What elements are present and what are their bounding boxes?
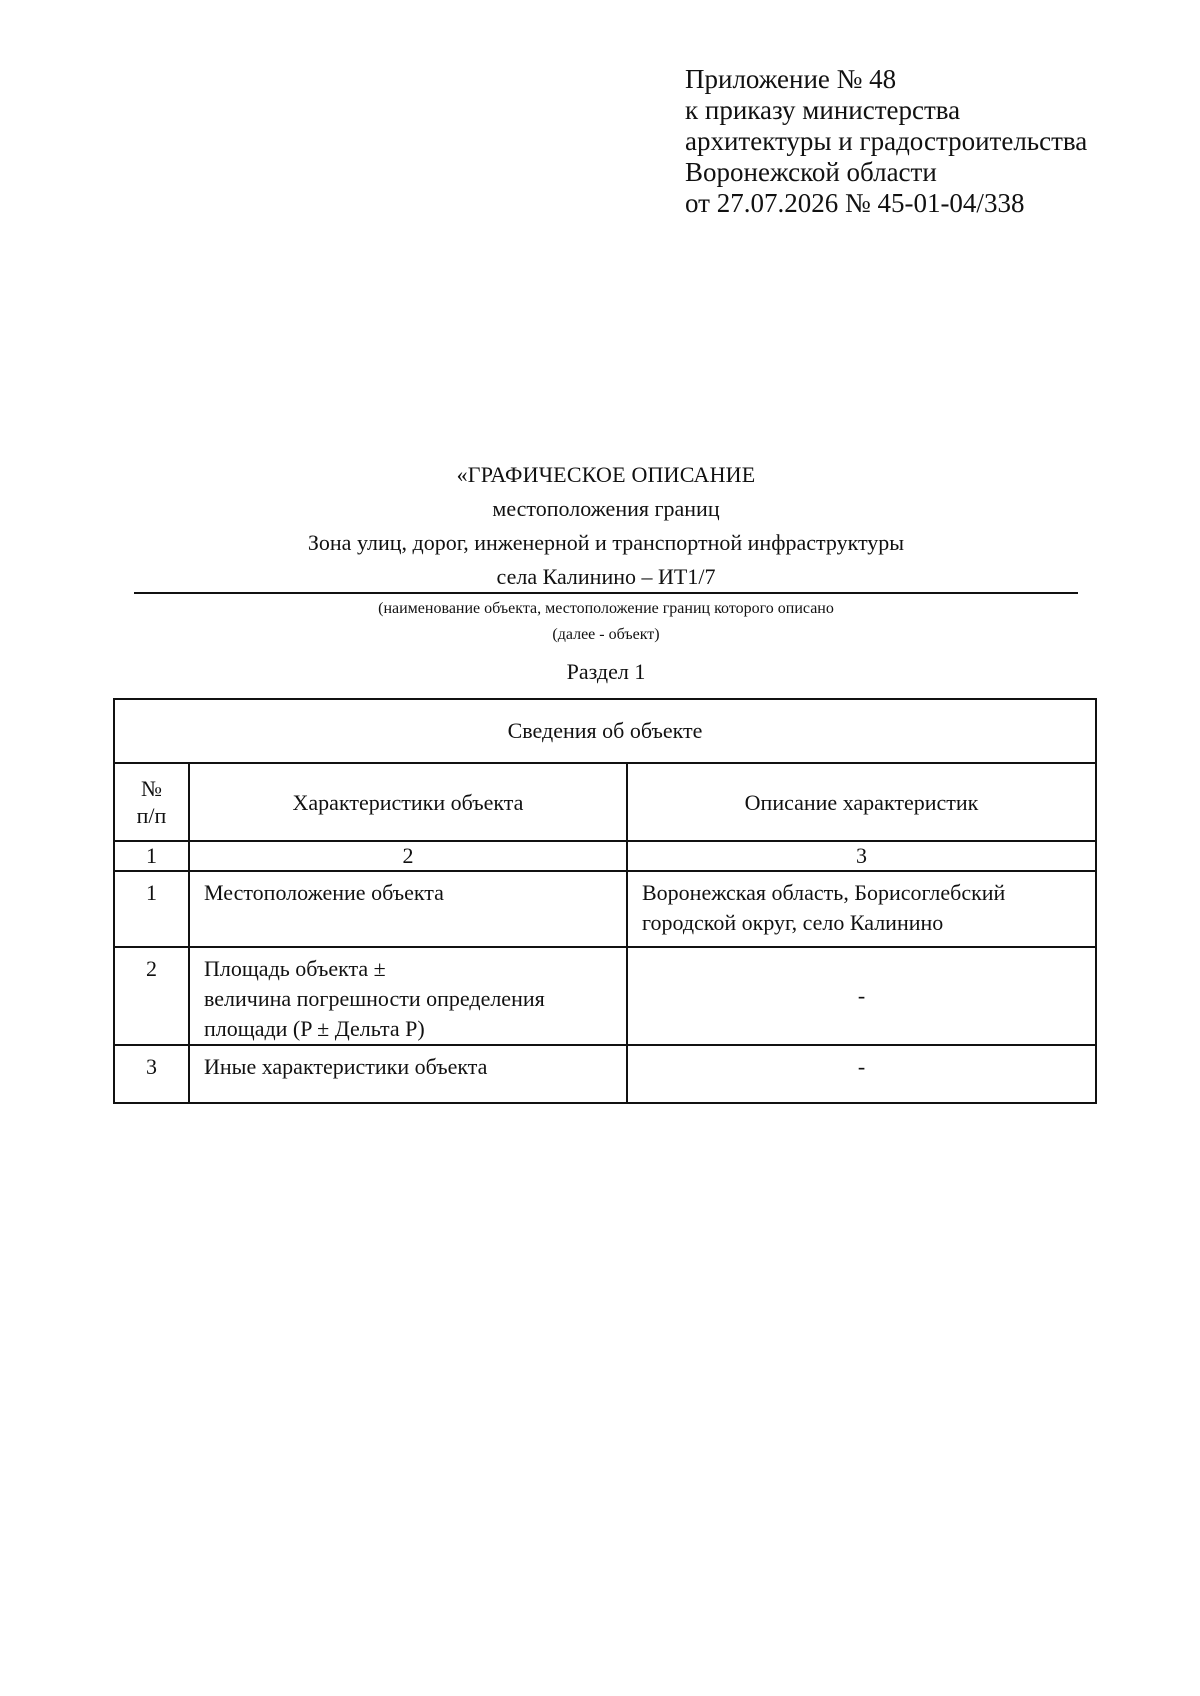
row-description: - bbox=[627, 1045, 1096, 1103]
row-characteristic-line: Площадь объекта ± bbox=[204, 956, 386, 981]
row-number: 1 bbox=[114, 871, 189, 947]
document-title: «ГРАФИЧЕСКОЕ ОПИСАНИЕ bbox=[456, 462, 756, 487]
appendix-block bbox=[685, 64, 1087, 219]
document-heading bbox=[134, 458, 1078, 594]
row-characteristic bbox=[189, 947, 627, 1045]
table-caption: Сведения об объекте bbox=[114, 699, 1096, 763]
table-row bbox=[114, 871, 1096, 947]
row-characteristic-line: площади (P ± Дельта P) bbox=[204, 1016, 425, 1041]
object-caption bbox=[134, 596, 1078, 648]
column-index-row bbox=[114, 841, 1096, 871]
header-num-line: п/п bbox=[136, 803, 167, 828]
object-code: села Калинино – ИТ1/7 bbox=[496, 564, 716, 589]
column-index: 3 bbox=[627, 841, 1096, 871]
header-num bbox=[114, 763, 189, 841]
row-characteristic: Местоположение объекта bbox=[189, 871, 627, 947]
row-description: Воронежская область, Борисоглебский городской округ, село Калинино bbox=[627, 871, 1096, 947]
object-name: Зона улиц, дорог, инженерной и транспортной инфраструктуры bbox=[307, 530, 905, 555]
row-number: 3 bbox=[114, 1045, 189, 1103]
underline-rule bbox=[134, 592, 1078, 594]
heading-line: местоположения границ bbox=[492, 496, 720, 521]
header-characteristics: Характеристики объекта bbox=[189, 763, 627, 841]
header-description: Описание характеристик bbox=[627, 763, 1096, 841]
appendix-line: от 27.07.2026 № 45-01-04/338 bbox=[685, 188, 1025, 218]
table-row bbox=[114, 947, 1096, 1045]
row-description: - bbox=[627, 947, 1096, 1045]
header-num-line: № bbox=[141, 776, 162, 801]
row-characteristic-line: величина погрешности определения bbox=[204, 986, 545, 1011]
caption-line: (наименование объекта, местоположение границ которого описано bbox=[378, 600, 834, 617]
table-row bbox=[114, 1045, 1096, 1103]
appendix-line: Приложение № 48 bbox=[685, 64, 897, 94]
column-index: 2 bbox=[189, 841, 627, 871]
column-index: 1 bbox=[114, 841, 189, 871]
table-header-row bbox=[114, 763, 1096, 841]
caption-line: (далее - объект) bbox=[552, 626, 660, 643]
section-title: Раздел 1 bbox=[566, 659, 646, 684]
appendix-line: Воронежской области bbox=[685, 157, 937, 187]
object-info-table bbox=[113, 698, 1097, 1104]
appendix-line: архитектуры и градостроительства bbox=[685, 126, 1088, 156]
row-characteristic: Иные характеристики объекта bbox=[189, 1045, 627, 1103]
row-number: 2 bbox=[114, 947, 189, 1045]
appendix-line: к приказу министерства bbox=[685, 95, 961, 125]
